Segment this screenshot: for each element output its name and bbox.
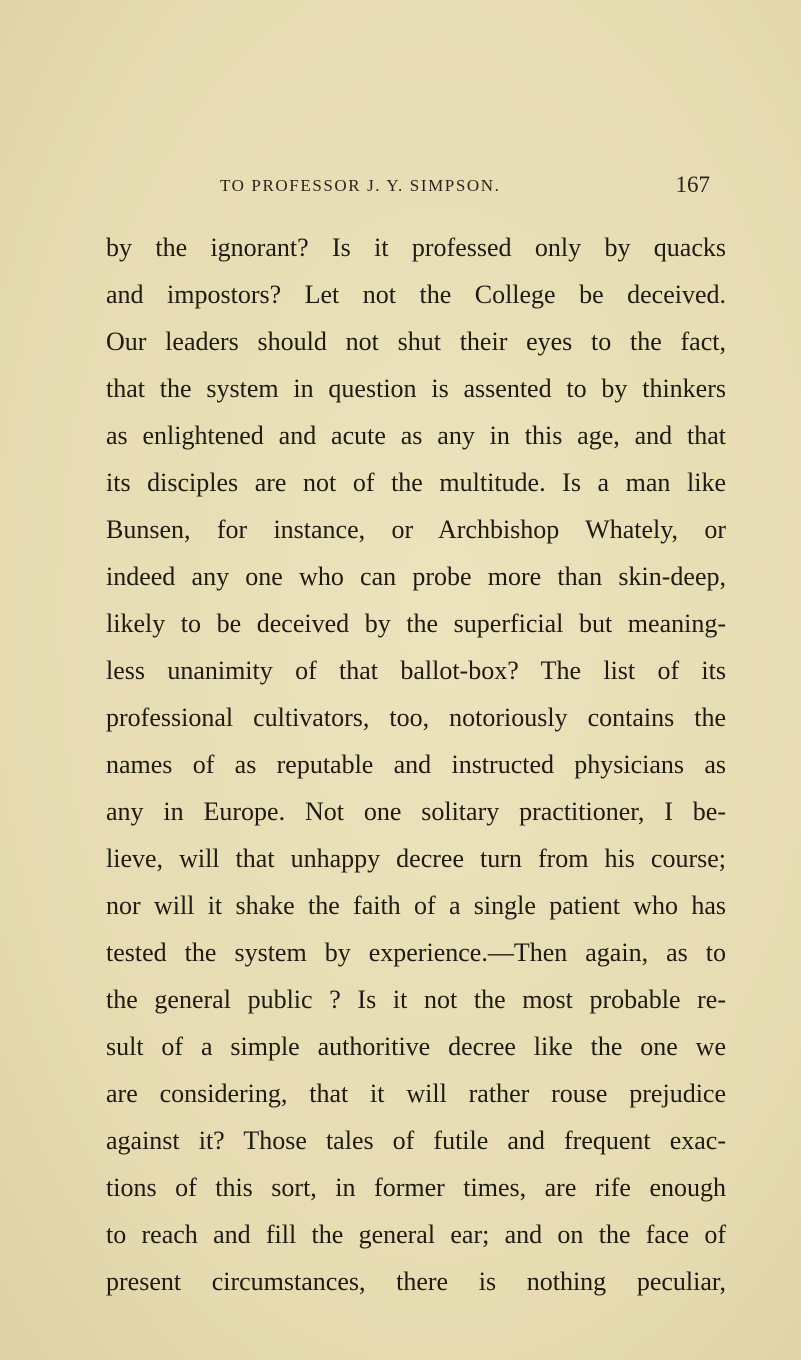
text-line: the general public ? Is it not the most probable re- (106, 985, 726, 1014)
body-text (106, 224, 726, 1305)
text-line: lieve, will that unhappy decree turn from his course; (106, 844, 726, 873)
text-line: its disciples are not of the multitude. Is a man like (106, 468, 726, 497)
text-line: tested the system by experience.—Then again, as to (106, 938, 726, 967)
text-line: sult of a simple authoritive decree like the one we (106, 1032, 726, 1061)
page-header (220, 172, 710, 202)
text-line: present circumstances, there is nothing peculiar, (106, 1267, 726, 1296)
text-line: less unanimity of that ballot-box? The list of its (106, 656, 726, 685)
text-line: by the ignorant? Is it professed only by quacks (106, 233, 726, 262)
text-line: against it? Those tales of futile and frequent exac- (106, 1126, 726, 1155)
text-line: nor will it shake the faith of a single patient who has (106, 891, 726, 920)
text-line: tions of this sort, in former times, are rife enough (106, 1173, 726, 1202)
text-line: any in Europe. Not one solitary practitioner, I be- (106, 797, 726, 826)
running-head: TO PROFESSOR J. Y. SIMPSON. (220, 176, 501, 195)
text-line: likely to be deceived by the superficial but meaning- (106, 609, 726, 638)
text-line: are considering, that it will rather rouse prejudice (106, 1079, 726, 1108)
page-number: 167 (675, 172, 710, 197)
text-line: and impostors? Let not the College be deceived. (106, 280, 726, 309)
text-line: Bunsen, for instance, or Archbishop Whately, or (106, 515, 726, 544)
text-line: Our leaders should not shut their eyes to the fact, (106, 327, 726, 356)
text-line: as enlightened and acute as any in this age, and that (106, 421, 726, 450)
text-line: names of as reputable and instructed physicians as (106, 750, 726, 779)
text-line: indeed any one who can probe more than skin-deep, (106, 562, 726, 591)
text-line: that the system in question is assented to by thinkers (106, 374, 726, 403)
text-line: professional cultivators, too, notoriously contains the (106, 703, 726, 732)
text-line: to reach and fill the general ear; and on the face of (106, 1220, 726, 1249)
